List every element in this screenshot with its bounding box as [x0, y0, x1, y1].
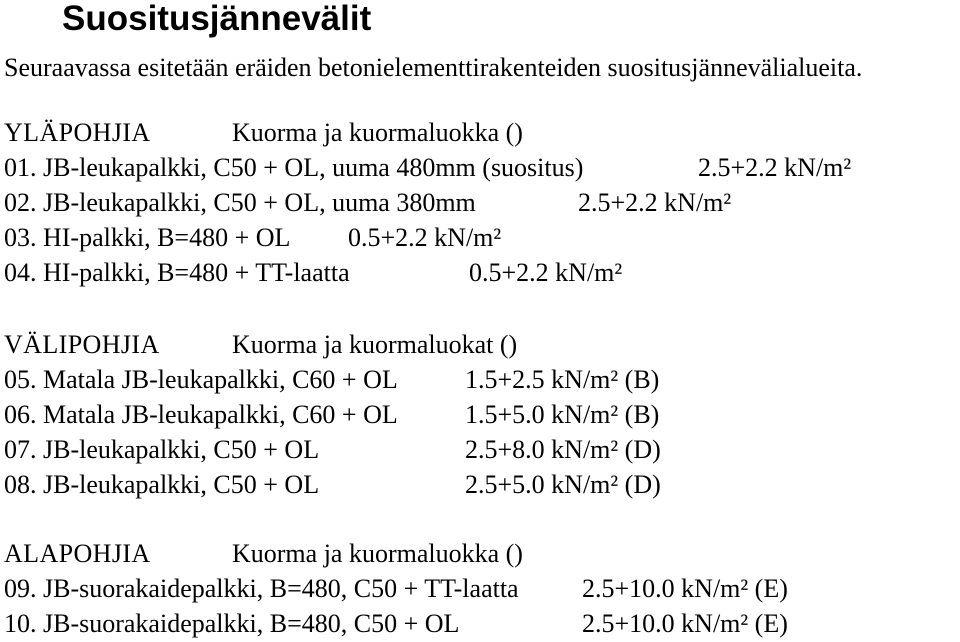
section-heading-label: YLÄPOHJIA	[4, 118, 151, 147]
row-description: 08. JB-leukapalkki, C50 + OL	[4, 470, 320, 499]
row-description: 03. HI-palkki, B=480 + OL	[4, 223, 291, 252]
row-description: 06. Matala JB-leukapalkki, C60 + OL	[4, 400, 398, 429]
row-description: 05. Matala JB-leukapalkki, C60 + OL	[4, 365, 398, 394]
span-row-06	[4, 397, 956, 433]
intro-text: Seuraavassa esitetään eräiden betonielementtirakenteiden suositusjännevälialueita.	[4, 53, 863, 82]
section-heading-label: VÄLIPOHJIA	[4, 330, 160, 359]
row-load: 1.5+5.0 kN/m² (B)	[465, 400, 660, 429]
row-description: 09. JB-suorakaidepalkki, B=480, C50 + TT-laatta	[4, 574, 519, 603]
load-class-header: Kuorma ja kuormaluokka ()	[232, 539, 523, 568]
span-row-07	[4, 432, 956, 468]
load-class-header: Kuorma ja kuormaluokat ()	[232, 330, 518, 359]
span-row-01	[4, 150, 956, 186]
section-heading-ylapohjia	[4, 115, 956, 151]
span-row-05	[4, 362, 956, 398]
row-load: 1.5+2.5 kN/m² (B)	[465, 365, 660, 394]
row-load: 0.5+2.2 kN/m²	[469, 258, 623, 287]
row-description: 02. JB-leukapalkki, C50 + OL, uuma 380mm	[4, 188, 476, 217]
span-row-09	[4, 571, 956, 607]
section-heading-label: ALAPOHJIA	[4, 539, 151, 568]
span-row-10	[4, 606, 956, 642]
load-class-header: Kuorma ja kuormaluokka ()	[232, 118, 523, 147]
span-row-08	[4, 467, 956, 503]
row-load: 2.5+10.0 kN/m² (E)	[582, 609, 788, 638]
row-load: 0.5+2.2 kN/m²	[348, 223, 502, 252]
span-row-02	[4, 185, 956, 221]
section-heading-valipohjia	[4, 327, 956, 363]
section-heading-alapohjia	[4, 536, 956, 572]
row-description: 10. JB-suorakaidepalkki, B=480, C50 + OL	[4, 609, 460, 638]
page-title: Suositusjännevälit	[62, 0, 372, 38]
row-description: 04. HI-palkki, B=480 + TT-laatta	[4, 258, 350, 287]
span-row-04	[4, 255, 956, 291]
row-load: 2.5+5.0 kN/m² (D)	[465, 470, 661, 499]
span-row-03	[4, 220, 956, 256]
row-load: 2.5+10.0 kN/m² (E)	[582, 574, 788, 603]
row-load: 2.5+2.2 kN/m²	[578, 188, 732, 217]
row-description: 07. JB-leukapalkki, C50 + OL	[4, 435, 320, 464]
row-load: 2.5+2.2 kN/m²	[698, 153, 852, 182]
row-description: 01. JB-leukapalkki, C50 + OL, uuma 480mm (suositus)	[4, 153, 584, 182]
row-load: 2.5+8.0 kN/m² (D)	[465, 435, 661, 464]
